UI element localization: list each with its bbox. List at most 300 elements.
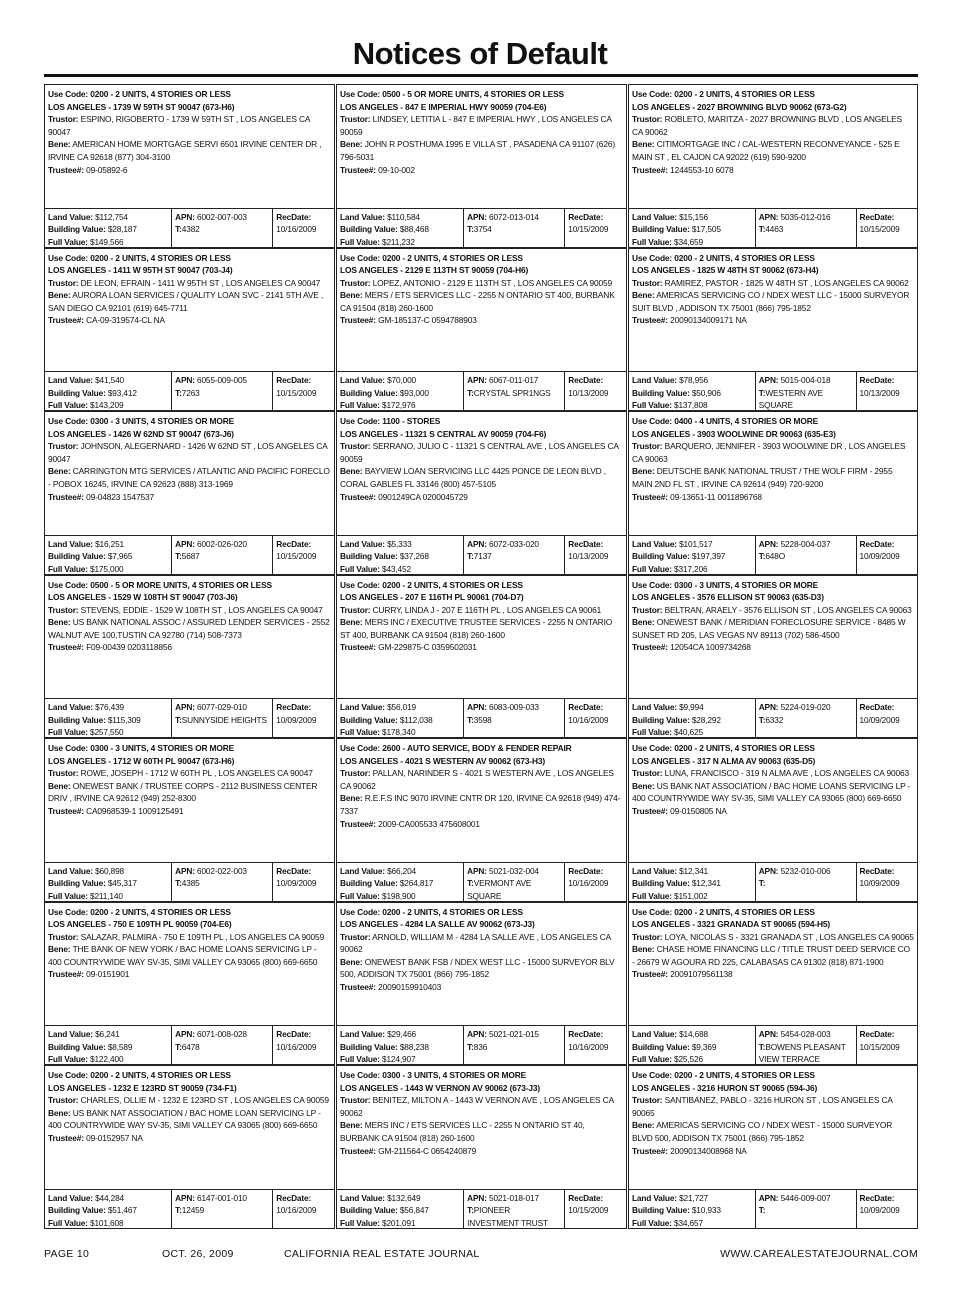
trustor-line — [632, 113, 914, 138]
apn-label: APN: — [467, 1192, 487, 1203]
full-value-label: Full Value: — [340, 890, 380, 901]
recdate-column — [565, 536, 626, 574]
trustee-label: Trustee#: — [340, 818, 376, 829]
bene-value: ONEWEST BANK FSB / NDEX WEST LLC - 15000 SURVEYOR BLV 500, ADDISON TX 75001 (866) 795-1852 — [340, 956, 615, 980]
full-value-label: Full Value: — [340, 1054, 380, 1064]
trustor-label: Trustor: — [340, 1095, 371, 1106]
apn-value: 5232-010-006 — [780, 865, 831, 876]
land-value: $21,727 — [679, 1192, 709, 1203]
land-value-label: Land Value: — [632, 1192, 677, 1203]
building-value: $264,817 — [399, 878, 434, 889]
trustee-line — [48, 641, 331, 654]
trustee-label: Trustee#: — [48, 1132, 84, 1143]
trustee-label: Trustee#: — [340, 982, 376, 993]
notice-text — [48, 88, 331, 176]
recdate-label: RecDate: — [568, 211, 604, 222]
apn-label: APN: — [758, 538, 779, 549]
use-code: Use Code: 0200 - 2 UNITS, 4 STORIES OR LESS — [48, 906, 231, 917]
recdate-value: 10/09/2009 — [859, 714, 900, 725]
trustee-value: 20090134009171 NA — [670, 315, 747, 326]
full-value-label: Full Value: — [632, 1217, 672, 1228]
full-value-label: Full Value: — [632, 1054, 672, 1064]
tract-value: 6478 — [181, 1041, 200, 1052]
bene-value: ONEWEST BANK / TRUSTEE CORPS - 2112 BUSINESS CENTER DRIV , IRVINE CA 92612 (949) 252-8300 — [48, 780, 318, 804]
trustor-label: Trustor: — [340, 114, 371, 125]
trustor-line — [48, 440, 331, 465]
apn-column — [756, 209, 857, 247]
recdate-label: RecDate: — [276, 375, 312, 385]
bene-label: Bene: — [632, 617, 655, 628]
bene-value: R.E.F.S INC 9070 IRVINE CNTR DR 120, IRVINE CA 92618 (949) 474-7337 — [340, 793, 621, 816]
trustor-value: BENITEZ, MILTON A - 1443 W VERNON AVE , LOS ANGELES CA 90062 — [340, 1095, 614, 1118]
bene-label: Bene: — [632, 290, 655, 301]
land-value-label: Land Value: — [632, 702, 677, 712]
trustee-value: 09-05892-6 — [86, 164, 128, 175]
land-value-label: Land Value: — [340, 702, 385, 712]
value-table — [629, 208, 917, 247]
property-address: LOS ANGELES - 1739 W 59TH ST 90047 (673-H6) — [48, 101, 235, 112]
notice-text — [48, 579, 331, 655]
trustor-label: Trustor: — [340, 277, 371, 288]
apn-value: 5228-004-037 — [780, 538, 831, 549]
tract-label: T: — [175, 387, 182, 398]
trustee-value: F09-00439 0203118856 — [86, 642, 172, 653]
full-value: $34,657 — [674, 1217, 703, 1228]
use-code: Use Code: 0300 - 3 UNITS, 4 STORIES OR MORE — [632, 579, 819, 590]
bene-line — [48, 1107, 331, 1132]
tract-label: T: — [175, 224, 182, 235]
apn-value: 6002-007-003 — [197, 211, 247, 222]
bene-line — [340, 616, 623, 641]
value-table — [629, 862, 917, 901]
trustor-value: CURRY, LINDA J - 207 E 116TH PL , LOS ANGELES CA 90061 — [372, 604, 602, 615]
apn-value: 6071-008-028 — [197, 1029, 247, 1039]
apn-column — [756, 699, 857, 737]
value-table — [45, 698, 334, 737]
notice-card — [628, 575, 918, 739]
value-column — [337, 1190, 464, 1228]
bene-label: Bene: — [632, 139, 655, 150]
tract-value: 4382 — [181, 224, 200, 235]
building-value-label: Building Value: — [340, 1041, 398, 1052]
recdate-value: 10/16/2009 — [568, 714, 609, 725]
tract-value: 836 — [473, 1041, 488, 1052]
recdate-label: RecDate: — [276, 865, 312, 876]
property-address: LOS ANGELES - 2129 E 113TH ST 90059 (704-H6) — [340, 265, 529, 276]
trustor-label: Trustor: — [48, 277, 79, 288]
trustor-label: Trustor: — [340, 604, 371, 615]
bene-value: CHASE HOME FINANCING LLC / TITLE TRUST DEED SERVICE CO - 26679 W AGOURA RD 225, CALABASAS CA 91302 (818) 871-1900 — [632, 944, 911, 967]
notice-text — [340, 415, 623, 503]
trustor-value: LUNA, FRANCISCO - 319 N ALMA AVE , LOS ANGELES CA 90063 — [664, 768, 909, 779]
tract-label: T: — [175, 1041, 182, 1052]
notice-card — [44, 575, 335, 739]
apn-value: 5021-021-015 — [489, 1029, 539, 1039]
apn-label: APN: — [175, 538, 195, 549]
trustor-line — [632, 277, 914, 290]
full-value-label: Full Value: — [632, 563, 672, 574]
recdate-column — [857, 536, 917, 574]
trustee-label: Trustee#: — [632, 1145, 668, 1156]
recdate-column — [273, 1026, 334, 1064]
building-value: $88,238 — [399, 1041, 429, 1052]
trustee-line — [632, 314, 914, 327]
full-value: $317,206 — [674, 563, 708, 574]
building-value: $56,847 — [399, 1205, 429, 1216]
trustee-value: 2009-CA005533 475608001 — [378, 818, 480, 829]
trustee-value: CA0968539-1 1009125491 — [86, 805, 184, 816]
full-value-label: Full Value: — [340, 727, 380, 737]
building-value-label: Building Value: — [632, 1205, 690, 1216]
apn-column — [756, 1026, 857, 1064]
tract-label: T: — [467, 878, 474, 889]
property-address: LOS ANGELES - 207 E 116TH PL 90061 (704-D7) — [340, 592, 524, 603]
recdate-label: RecDate: — [276, 211, 312, 222]
value-column — [629, 372, 756, 410]
footer-date: OCT. 26, 2009 — [162, 1248, 234, 1260]
land-value-label: Land Value: — [340, 211, 385, 222]
trustor-value: ROBLETO, MARITZA - 2027 BROWNING BLVD , LOS ANGELES CA 90062 — [632, 114, 902, 137]
value-column — [629, 1026, 756, 1064]
land-value-label: Land Value: — [632, 1029, 677, 1039]
building-value-label: Building Value: — [48, 224, 106, 235]
trustee-value: CA-09-319574-CL NA — [86, 315, 165, 326]
building-value-label: Building Value: — [48, 1205, 106, 1216]
land-value-label: Land Value: — [632, 538, 677, 549]
recdate-label: RecDate: — [568, 1192, 604, 1203]
notice-text — [632, 88, 914, 176]
apn-label: APN: — [758, 702, 779, 712]
tract-value: 3754 — [473, 224, 492, 235]
recdate-label: RecDate: — [568, 865, 604, 876]
use-code: Use Code: 0300 - 3 UNITS, 4 STORIES OR MORE — [340, 1070, 527, 1080]
trustor-line — [340, 277, 623, 290]
notice-card — [44, 248, 335, 412]
trustee-line — [340, 641, 623, 654]
apn-column — [464, 699, 565, 737]
full-value-label: Full Value: — [48, 890, 88, 901]
property-address: LOS ANGELES - 317 N ALMA AV 90063 (635-D5) — [632, 755, 816, 766]
property-address: LOS ANGELES - 4021 S WESTERN AV 90062 (673-H3) — [340, 755, 546, 766]
recdate-value: 10/09/2009 — [276, 714, 317, 725]
notice-card — [628, 84, 918, 248]
apn-label: APN: — [175, 1029, 195, 1039]
value-table — [629, 371, 917, 410]
trustee-value: 0901249CA 0200045729 — [378, 491, 468, 502]
property-address: LOS ANGELES - 1712 W 60TH PL 90047 (673-H6) — [48, 755, 235, 766]
value-table — [337, 862, 626, 901]
value-table — [337, 1025, 626, 1064]
value-column — [45, 536, 172, 574]
trustee-line — [48, 491, 331, 504]
trustor-line — [340, 113, 623, 138]
land-value: $44,284 — [95, 1192, 125, 1203]
trustor-line — [48, 113, 331, 138]
bene-line — [632, 616, 914, 641]
recdate-label: RecDate: — [568, 702, 604, 712]
use-code: Use Code: 0400 - 4 UNITS, 4 STORIES OR MORE — [632, 416, 819, 426]
bene-line — [340, 1119, 623, 1144]
building-value-label: Building Value: — [48, 1041, 106, 1052]
property-address: LOS ANGELES - 1825 W 48TH ST 90062 (673-H4) — [632, 265, 819, 276]
land-value: $76,439 — [95, 702, 125, 712]
value-table — [337, 1189, 626, 1228]
notice-text — [48, 1069, 331, 1145]
apn-column — [464, 1026, 565, 1064]
recdate-label: RecDate: — [276, 1192, 312, 1203]
bene-line — [340, 792, 623, 817]
building-value: $51,467 — [107, 1205, 137, 1216]
full-value: $211,232 — [382, 236, 415, 247]
trustee-value: 09-0151901 — [86, 969, 130, 980]
notice-text — [340, 742, 623, 830]
property-address: LOS ANGELES - 3216 HURON ST 90065 (594-J6) — [632, 1082, 818, 1093]
notice-card — [44, 738, 335, 902]
notice-text — [632, 415, 914, 503]
trustee-label: Trustee#: — [48, 315, 84, 326]
notice-text — [340, 1069, 623, 1157]
trustor-value: DE LEON, EFRAIN - 1411 W 95TH ST , LOS ANGELES CA 90047 — [80, 277, 321, 288]
trustor-line — [632, 440, 914, 465]
use-code: Use Code: 0300 - 3 UNITS, 4 STORIES OR MORE — [48, 416, 235, 426]
property-address: LOS ANGELES - 11321 S CENTRAL AV 90059 (704-F6) — [340, 428, 547, 439]
bene-value: JOHN R POSTHUMA 1995 E VILLA ST , PASADENA CA 91107 (626) 796-5031 — [340, 139, 615, 162]
tract-label: T: — [175, 714, 182, 725]
footer-page-number: PAGE 10 — [44, 1248, 90, 1260]
recdate-column — [273, 699, 334, 737]
bene-label: Bene: — [48, 1107, 71, 1118]
recdate-label: RecDate: — [859, 1029, 895, 1039]
apn-value: 6072-033-020 — [489, 538, 539, 549]
trustee-line — [340, 491, 623, 504]
bene-label: Bene: — [340, 1120, 363, 1131]
notice-text — [632, 1069, 914, 1157]
trustor-value: BELTRAN, ARAELY - 3576 ELLISON ST , LOS ANGELES CA 90063 — [664, 604, 912, 615]
notice-text — [632, 579, 914, 655]
recdate-value: 10/15/2009 — [859, 224, 900, 235]
trustee-label: Trustee#: — [632, 969, 668, 980]
recdate-column — [857, 1190, 917, 1228]
tract-label: T: — [758, 1041, 766, 1052]
bene-line — [632, 465, 914, 490]
building-value: $115,309 — [107, 714, 141, 725]
land-value: $41,540 — [95, 375, 125, 385]
building-value-label: Building Value: — [48, 551, 106, 562]
land-value: $16,251 — [95, 538, 125, 549]
trustor-value: BARQUERO, JENNIFER - 3903 WOOLWINE DR , LOS ANGELES CA 90063 — [632, 441, 906, 464]
full-value: $172,976 — [382, 400, 416, 410]
recdate-column — [273, 209, 334, 247]
apn-column — [464, 372, 565, 410]
recdate-value: 10/16/2009 — [568, 1041, 609, 1052]
notice-text — [632, 252, 914, 328]
apn-label: APN: — [467, 375, 487, 385]
trustee-line — [340, 981, 623, 994]
bene-line — [632, 780, 914, 805]
full-value-label: Full Value: — [632, 727, 672, 737]
recdate-column — [857, 699, 917, 737]
tract-value: 5687 — [181, 551, 200, 562]
trustor-label: Trustor: — [48, 931, 79, 942]
apn-label: APN: — [467, 538, 487, 549]
apn-label: APN: — [175, 211, 195, 222]
land-value-label: Land Value: — [340, 1029, 385, 1039]
trustee-label: Trustee#: — [340, 491, 376, 502]
value-table — [629, 1189, 917, 1228]
use-code: Use Code: 0200 - 2 UNITS, 4 STORIES OR LESS — [632, 252, 815, 263]
use-code: Use Code: 0500 - 5 OR MORE UNITS, 4 STORIES OR LESS — [48, 579, 272, 590]
full-value: $124,907 — [382, 1054, 416, 1064]
bene-line — [632, 1119, 914, 1144]
trustor-label: Trustor: — [48, 768, 79, 779]
full-value-label: Full Value: — [340, 563, 380, 574]
trustee-line — [340, 1145, 623, 1158]
recdate-value: 10/13/2009 — [568, 551, 609, 562]
use-code: Use Code: 2600 - AUTO SERVICE, BODY & FENDER REPAIR — [340, 743, 572, 753]
use-code: Use Code: 0200 - 2 UNITS, 4 STORIES OR LESS — [340, 252, 523, 263]
trustee-line — [632, 968, 914, 981]
apn-column — [464, 863, 565, 901]
bene-label: Bene: — [340, 290, 363, 301]
land-value-label: Land Value: — [340, 375, 385, 385]
trustee-label: Trustee#: — [48, 969, 84, 980]
trustee-line — [48, 314, 331, 327]
tract-label: T: — [467, 387, 474, 398]
apn-column — [172, 699, 273, 737]
value-table — [45, 862, 334, 901]
recdate-label: RecDate: — [859, 865, 895, 876]
notice-card — [44, 84, 335, 248]
value-column — [337, 863, 464, 901]
value-table — [337, 535, 626, 574]
trustor-value: ROWE, JOSEPH - 1712 W 60TH PL , LOS ANGELES CA 90047 — [80, 768, 313, 779]
building-value-label: Building Value: — [632, 1041, 690, 1052]
trustor-value: CHARLES, OLLIE M - 1232 E 123RD ST , LOS ANGELES CA 90059 — [80, 1095, 329, 1106]
trustor-value: PALLAN, NARINDER S - 4021 S WESTERN AVE , LOS ANGELES CA 90062 — [340, 768, 614, 791]
recdate-column — [565, 1026, 626, 1064]
notice-card — [628, 1065, 918, 1229]
apn-column — [172, 863, 273, 901]
apn-value: 5035-012-016 — [780, 211, 831, 222]
bene-value: US BANK NAT ASSOCIATION / BAC HOME LOANS SERVICING LP - 400 COUNTRYWIDE WAY SV-35, SIMI VALLEY CA 93065 (800) 669-6650 — [632, 780, 911, 804]
tract-value: 6332 — [765, 714, 784, 725]
full-value-label: Full Value: — [632, 400, 672, 410]
trustor-line — [48, 931, 331, 944]
recdate-value: 10/13/2009 — [859, 387, 900, 398]
land-value: $70,000 — [387, 375, 417, 385]
full-value-label: Full Value: — [632, 890, 672, 901]
value-column — [337, 536, 464, 574]
apn-column — [464, 209, 565, 247]
trustee-value: 09-13651-11 0011896768 — [670, 491, 762, 502]
land-value-label: Land Value: — [48, 1029, 93, 1039]
notice-text — [48, 252, 331, 328]
value-table — [45, 208, 334, 247]
land-value-label: Land Value: — [48, 375, 93, 385]
recdate-label: RecDate: — [276, 538, 312, 549]
building-value: $45,317 — [107, 878, 137, 889]
bene-line — [632, 138, 914, 163]
bene-line — [340, 465, 623, 490]
bene-value: DEUTSCHE BANK NATIONAL TRUST / THE WOLF FIRM - 2955 MAIN 2ND FL ST , IRVINE CA 92614 (949) 720-9200 — [632, 466, 893, 489]
land-value-label: Land Value: — [340, 865, 385, 876]
full-value: $40,625 — [674, 727, 703, 737]
full-value-label: Full Value: — [48, 563, 88, 574]
apn-column — [756, 1190, 857, 1228]
recdate-value: 10/16/2009 — [568, 878, 609, 889]
full-value: $198,900 — [382, 890, 416, 901]
recdate-value: 10/09/2009 — [276, 878, 317, 889]
trustor-value: STEVENS, EDDIE - 1529 W 108TH ST , LOS ANGELES CA 90047 — [80, 604, 323, 615]
apn-column — [464, 536, 565, 574]
apn-column — [172, 372, 273, 410]
bene-value: MERS / ETS SERVICES LLC - 2255 N ONTARIO ST 400, BURBANK CA 91504 (818) 260-1600 — [340, 290, 615, 313]
tract-value: BOWENS PLEASANT VIEW TERRACE — [758, 1041, 846, 1064]
use-code: Use Code: 0200 - 2 UNITS, 4 STORIES OR LESS — [48, 89, 231, 99]
trustee-line — [632, 491, 914, 504]
bene-value: CARRINGTON MTG SERVICES / ATLANTIC AND PACIFIC FORECLO - POBOX 16245, IRVINE CA 92623 (888) 313-1969 — [48, 466, 330, 489]
trustee-label: Trustee#: — [340, 315, 376, 326]
bene-line — [48, 780, 331, 805]
notice-card — [44, 902, 335, 1066]
value-table — [45, 371, 334, 410]
title-rule — [44, 74, 918, 77]
apn-column — [172, 1190, 273, 1228]
trustor-line — [48, 277, 331, 290]
building-value-label: Building Value: — [340, 714, 398, 725]
tract-value: 4385 — [181, 878, 200, 889]
bene-value: MERS INC / EXECUTIVE TRUSTEE SERVICES - 2255 N ONTARIO ST 400, BURBANK CA 91504 (818) 260-1600 — [340, 617, 613, 640]
trustor-line — [340, 604, 623, 617]
trustor-line — [632, 931, 914, 944]
building-value: $28,292 — [691, 714, 721, 725]
trustor-value: ARNOLD, WILLIAM M - 4284 LA SALLE AVE , LOS ANGELES CA 90062 — [340, 931, 611, 955]
full-value: $149,566 — [90, 236, 124, 247]
full-value-label: Full Value: — [48, 1217, 88, 1228]
tract-label: T: — [758, 224, 766, 235]
bene-line — [48, 465, 331, 490]
use-code: Use Code: 0300 - 3 UNITS, 4 STORIES OR MORE — [48, 743, 235, 753]
property-address: LOS ANGELES - 1529 W 108TH ST 90047 (703-J6) — [48, 592, 238, 603]
property-address: LOS ANGELES - 3321 GRANADA ST 90065 (594-H5) — [632, 919, 831, 930]
apn-label: APN: — [175, 375, 195, 385]
recdate-column — [565, 1190, 626, 1228]
recdate-column — [273, 1190, 334, 1228]
value-table — [45, 1025, 334, 1064]
value-table — [337, 698, 626, 737]
apn-column — [756, 372, 857, 410]
trustee-line — [48, 805, 331, 818]
recdate-value: 10/09/2009 — [859, 1205, 900, 1216]
building-value: $7,965 — [107, 551, 133, 562]
full-value: $25,526 — [674, 1054, 703, 1064]
land-value: $112,754 — [95, 211, 128, 222]
recdate-value: 10/15/2009 — [276, 551, 317, 562]
trustor-line — [632, 604, 914, 617]
bene-label: Bene: — [632, 1120, 655, 1131]
land-value-label: Land Value: — [48, 865, 93, 876]
use-code: Use Code: 0200 - 2 UNITS, 4 STORIES OR LESS — [632, 89, 815, 99]
value-table — [337, 208, 626, 247]
tract-value: 648O — [765, 551, 786, 562]
full-value: $137,808 — [674, 400, 708, 410]
trustor-label: Trustor: — [632, 441, 663, 452]
bene-value: US BANK NAT ASSOCIATION / BAC HOME LOAN SERVICING LP - 400 COUNTRYWIDE WAY SV-35, SIMI VALLEY CA 93065 (800) 669-6650 — [48, 1107, 321, 1131]
notice-card — [336, 248, 627, 412]
tract-label: T: — [467, 1041, 474, 1052]
notice-card — [336, 411, 627, 575]
tract-value: 7137 — [473, 551, 492, 562]
